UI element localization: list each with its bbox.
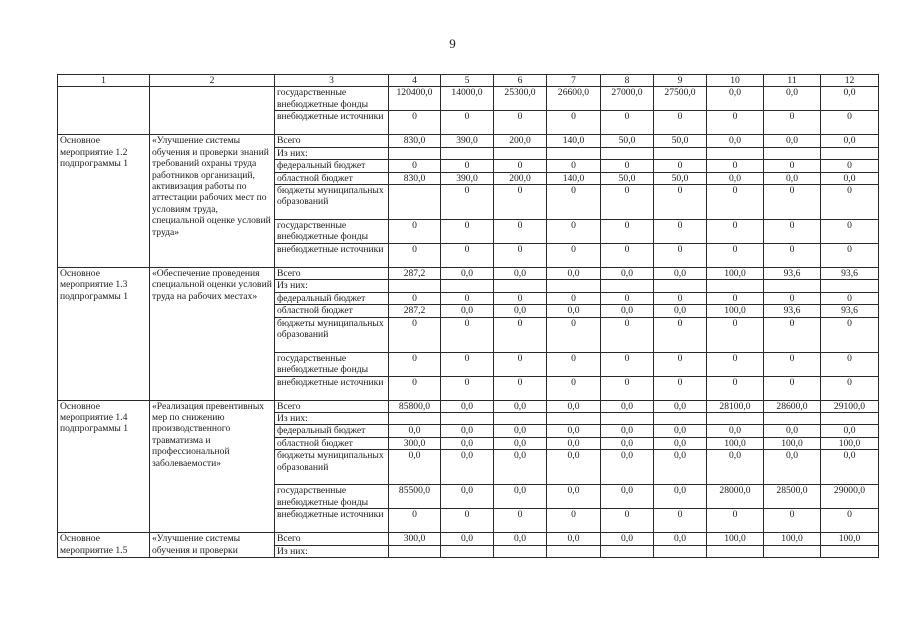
value-cell: 0 xyxy=(764,220,821,244)
value-cell: 0 xyxy=(764,352,821,376)
value-cell: 0,0 xyxy=(764,87,821,111)
value-cell xyxy=(654,545,707,557)
value-cell: 0 xyxy=(494,244,547,268)
value-cell: 0 xyxy=(654,292,707,304)
value-cell: 0 xyxy=(707,509,764,533)
value-cell: 0,0 xyxy=(494,268,547,280)
table-row xyxy=(58,268,879,280)
funding-source-cell: областной бюджет xyxy=(275,437,389,449)
value-cell: 0,0 xyxy=(654,400,707,412)
header-cell: 3 xyxy=(275,75,389,87)
value-cell: 0 xyxy=(707,352,764,376)
value-cell: 0,0 xyxy=(441,268,494,280)
value-cell: 0 xyxy=(389,244,441,268)
value-cell: 27500,0 xyxy=(654,87,707,111)
value-cell: 0,0 xyxy=(441,400,494,412)
table-row xyxy=(58,135,879,147)
value-cell: 0 xyxy=(601,509,654,533)
event-name-cell xyxy=(150,87,275,135)
funding-source-cell: Всего xyxy=(275,533,389,545)
value-cell xyxy=(601,413,654,425)
value-cell: 140,0 xyxy=(547,172,601,184)
funding-source-cell: бюджеты муниципальных образований xyxy=(275,185,389,220)
value-cell: 0 xyxy=(654,185,707,220)
value-cell xyxy=(707,280,764,292)
value-cell: 0 xyxy=(389,111,441,135)
value-cell: 0 xyxy=(707,220,764,244)
value-cell: 0 xyxy=(389,376,441,400)
value-cell: 0,0 xyxy=(547,533,601,545)
value-cell xyxy=(707,413,764,425)
funding-source-cell: внебюджетные источники xyxy=(275,111,389,135)
funding-source-cell: Всего xyxy=(275,400,389,412)
value-cell: 26600,0 xyxy=(547,87,601,111)
funding-source-cell: государственные внебюджетные фонды xyxy=(275,352,389,376)
value-cell: 93,6 xyxy=(821,305,879,317)
value-cell xyxy=(389,413,441,425)
value-cell: 0,0 xyxy=(654,450,707,485)
value-cell: 0,0 xyxy=(547,268,601,280)
value-cell: 0,0 xyxy=(654,425,707,437)
value-cell: 0 xyxy=(494,292,547,304)
value-cell: 0 xyxy=(389,352,441,376)
value-cell: 0,0 xyxy=(494,305,547,317)
value-cell: 0,0 xyxy=(494,437,547,449)
value-cell: 0 xyxy=(821,376,879,400)
value-cell xyxy=(441,280,494,292)
value-cell: 0,0 xyxy=(389,425,441,437)
value-cell: 0,0 xyxy=(601,437,654,449)
funding-source-cell: бюджеты муниципальных образований xyxy=(275,317,389,352)
budget-table-body xyxy=(58,75,879,558)
value-cell: 0,0 xyxy=(821,87,879,111)
value-cell: 0,0 xyxy=(601,485,654,509)
value-cell: 93,6 xyxy=(764,305,821,317)
event-cell xyxy=(58,87,150,135)
value-cell: 0 xyxy=(764,317,821,352)
value-cell: 0,0 xyxy=(494,425,547,437)
value-cell xyxy=(494,147,547,159)
value-cell: 0 xyxy=(601,185,654,220)
value-cell: 0 xyxy=(707,376,764,400)
funding-source-cell: Всего xyxy=(275,135,389,147)
value-cell: 0 xyxy=(821,160,879,172)
value-cell: 0 xyxy=(547,292,601,304)
value-cell xyxy=(764,413,821,425)
value-cell: 85500,0 xyxy=(389,485,441,509)
value-cell: 100,0 xyxy=(707,268,764,280)
value-cell: 0,0 xyxy=(494,533,547,545)
value-cell xyxy=(821,413,879,425)
value-cell: 0 xyxy=(389,292,441,304)
value-cell: 0 xyxy=(441,185,494,220)
value-cell: 0 xyxy=(601,376,654,400)
value-cell: 0 xyxy=(601,292,654,304)
value-cell xyxy=(821,280,879,292)
value-cell: 0,0 xyxy=(764,450,821,485)
value-cell: 0 xyxy=(494,220,547,244)
value-cell: 120400,0 xyxy=(389,87,441,111)
event-name-cell: «Улучшение системы обучения и проверки знаний требований охраны труда работников организаций, активизация работы по аттестации рабочих мест по условиям труда, специальной оценке условий труда» xyxy=(150,135,275,268)
value-cell: 0 xyxy=(601,352,654,376)
value-cell: 0,0 xyxy=(547,437,601,449)
value-cell: 0 xyxy=(707,292,764,304)
value-cell: 0 xyxy=(547,244,601,268)
funding-source-cell: государственные внебюджетные фонды xyxy=(275,485,389,509)
value-cell: 25300,0 xyxy=(494,87,547,111)
value-cell: 0 xyxy=(654,376,707,400)
value-cell: 100,0 xyxy=(764,437,821,449)
value-cell: 0 xyxy=(441,317,494,352)
value-cell: 0 xyxy=(547,317,601,352)
value-cell: 830,0 xyxy=(389,135,441,147)
value-cell: 0,0 xyxy=(441,485,494,509)
value-cell xyxy=(601,545,654,557)
value-cell: 0,0 xyxy=(547,450,601,485)
value-cell xyxy=(494,280,547,292)
value-cell: 0,0 xyxy=(494,450,547,485)
value-cell: 50,0 xyxy=(654,135,707,147)
value-cell: 0,0 xyxy=(441,533,494,545)
value-cell xyxy=(707,545,764,557)
value-cell: 0,0 xyxy=(654,268,707,280)
value-cell: 0 xyxy=(654,220,707,244)
page-number: 9 xyxy=(449,36,456,51)
value-cell: 0,0 xyxy=(441,450,494,485)
value-cell: 200,0 xyxy=(494,172,547,184)
value-cell: 0 xyxy=(764,509,821,533)
value-cell: 0,0 xyxy=(707,450,764,485)
value-cell: 0 xyxy=(389,509,441,533)
header-row xyxy=(58,75,879,87)
value-cell: 0 xyxy=(494,352,547,376)
value-cell: 29000,0 xyxy=(821,485,879,509)
value-cell: 0 xyxy=(764,185,821,220)
value-cell: 0 xyxy=(707,244,764,268)
value-cell xyxy=(707,147,764,159)
value-cell: 0,0 xyxy=(601,268,654,280)
table-row xyxy=(58,400,879,412)
value-cell: 200,0 xyxy=(494,135,547,147)
value-cell: 50,0 xyxy=(601,172,654,184)
value-cell: 0 xyxy=(821,292,879,304)
value-cell: 0,0 xyxy=(494,485,547,509)
value-cell: 0 xyxy=(601,160,654,172)
value-cell: 0,0 xyxy=(654,533,707,545)
funding-source-cell: федеральный бюджет xyxy=(275,160,389,172)
value-cell xyxy=(654,147,707,159)
value-cell: 0,0 xyxy=(821,172,879,184)
value-cell xyxy=(494,413,547,425)
value-cell xyxy=(441,147,494,159)
event-name-cell: «Улучшение системы обучения и проверки xyxy=(150,533,275,558)
value-cell: 0,0 xyxy=(821,425,879,437)
value-cell: 0 xyxy=(441,160,494,172)
value-cell: 0 xyxy=(707,160,764,172)
value-cell: 390,0 xyxy=(441,172,494,184)
event-name-cell: «Реализация превентивных мер по снижению производственного травматизма и профессиональной заболеваемости» xyxy=(150,400,275,533)
funding-source-cell: федеральный бюджет xyxy=(275,292,389,304)
value-cell: 100,0 xyxy=(707,437,764,449)
value-cell: 0 xyxy=(494,376,547,400)
value-cell: 0 xyxy=(547,352,601,376)
value-cell: 0,0 xyxy=(601,305,654,317)
value-cell: 0 xyxy=(389,317,441,352)
value-cell: 100,0 xyxy=(821,437,879,449)
funding-source-cell: Из них: xyxy=(275,147,389,159)
event-name-cell: «Обеспечение проведения специальной оценки условий труда на рабочих местах» xyxy=(150,268,275,401)
value-cell xyxy=(547,280,601,292)
value-cell xyxy=(821,545,879,557)
value-cell: 27000,0 xyxy=(601,87,654,111)
value-cell: 0,0 xyxy=(441,425,494,437)
value-cell: 300,0 xyxy=(389,437,441,449)
value-cell: 100,0 xyxy=(707,305,764,317)
table-row xyxy=(58,87,879,111)
value-cell: 0 xyxy=(494,185,547,220)
value-cell: 28000,0 xyxy=(707,485,764,509)
value-cell: 0,0 xyxy=(601,425,654,437)
value-cell: 0,0 xyxy=(389,450,441,485)
value-cell: 0 xyxy=(821,509,879,533)
value-cell xyxy=(601,280,654,292)
value-cell: 0 xyxy=(601,220,654,244)
value-cell: 0 xyxy=(821,111,879,135)
funding-source-cell: государственные внебюджетные фонды xyxy=(275,87,389,111)
value-cell: 0 xyxy=(764,160,821,172)
value-cell: 390,0 xyxy=(441,135,494,147)
value-cell: 85800,0 xyxy=(389,400,441,412)
header-cell: 12 xyxy=(821,75,879,87)
funding-source-cell: областной бюджет xyxy=(275,305,389,317)
value-cell: 0,0 xyxy=(821,450,879,485)
value-cell: 0,0 xyxy=(441,305,494,317)
funding-source-cell: Из них: xyxy=(275,545,389,557)
value-cell: 0 xyxy=(389,160,441,172)
value-cell: 0,0 xyxy=(601,400,654,412)
header-cell: 10 xyxy=(707,75,764,87)
value-cell: 100,0 xyxy=(707,533,764,545)
value-cell xyxy=(654,280,707,292)
header-cell: 11 xyxy=(764,75,821,87)
value-cell: 0 xyxy=(601,111,654,135)
event-cell: Основное мероприятие 1.4 подпрограммы 1 xyxy=(58,400,150,533)
header-cell: 8 xyxy=(601,75,654,87)
budget-table xyxy=(57,74,879,558)
value-cell: 0 xyxy=(441,292,494,304)
value-cell: 0 xyxy=(654,111,707,135)
value-cell: 0,0 xyxy=(547,305,601,317)
value-cell: 0 xyxy=(601,317,654,352)
value-cell: 0,0 xyxy=(601,450,654,485)
value-cell: 0 xyxy=(764,292,821,304)
funding-source-cell: внебюджетные источники xyxy=(275,244,389,268)
header-cell: 6 xyxy=(494,75,547,87)
value-cell: 28500,0 xyxy=(764,485,821,509)
value-cell: 0,0 xyxy=(494,400,547,412)
header-cell: 5 xyxy=(441,75,494,87)
value-cell: 93,6 xyxy=(764,268,821,280)
value-cell: 100,0 xyxy=(821,533,879,545)
value-cell: 0 xyxy=(441,376,494,400)
value-cell: 100,0 xyxy=(764,533,821,545)
value-cell xyxy=(547,413,601,425)
value-cell: 93,6 xyxy=(821,268,879,280)
value-cell: 0 xyxy=(654,317,707,352)
value-cell: 0,0 xyxy=(654,437,707,449)
funding-source-cell: Из них: xyxy=(275,280,389,292)
value-cell xyxy=(547,147,601,159)
header-cell: 7 xyxy=(547,75,601,87)
value-cell: 0 xyxy=(441,352,494,376)
value-cell: 0 xyxy=(654,244,707,268)
funding-source-cell: областной бюджет xyxy=(275,172,389,184)
value-cell: 0,0 xyxy=(707,172,764,184)
value-cell: 28600,0 xyxy=(764,400,821,412)
value-cell: 0,0 xyxy=(547,485,601,509)
funding-source-cell: Из них: xyxy=(275,413,389,425)
value-cell: 0 xyxy=(764,244,821,268)
value-cell: 0 xyxy=(547,220,601,244)
value-cell: 0 xyxy=(547,160,601,172)
value-cell: 0 xyxy=(494,509,547,533)
value-cell: 0,0 xyxy=(654,305,707,317)
value-cell: 0,0 xyxy=(547,425,601,437)
value-cell: 0 xyxy=(764,111,821,135)
funding-source-cell: государственные внебюджетные фонды xyxy=(275,220,389,244)
header-cell: 1 xyxy=(58,75,150,87)
value-cell: 50,0 xyxy=(601,135,654,147)
value-cell: 0 xyxy=(821,185,879,220)
value-cell xyxy=(764,280,821,292)
value-cell xyxy=(601,147,654,159)
value-cell: 0 xyxy=(654,160,707,172)
value-cell: 28100,0 xyxy=(707,400,764,412)
value-cell xyxy=(764,545,821,557)
value-cell: 0 xyxy=(601,244,654,268)
value-cell: 0,0 xyxy=(707,425,764,437)
value-cell: 0 xyxy=(654,509,707,533)
event-cell: Основное мероприятие 1.2 подпрограммы 1 xyxy=(58,135,150,268)
value-cell: 14000,0 xyxy=(441,87,494,111)
value-cell xyxy=(547,545,601,557)
value-cell: 0 xyxy=(547,509,601,533)
value-cell: 0 xyxy=(441,111,494,135)
value-cell: 50,0 xyxy=(654,172,707,184)
value-cell: 0,0 xyxy=(764,135,821,147)
funding-source-cell: Всего xyxy=(275,268,389,280)
table-row xyxy=(58,533,879,545)
value-cell xyxy=(821,147,879,159)
value-cell: 0,0 xyxy=(547,400,601,412)
value-cell: 0 xyxy=(707,111,764,135)
value-cell: 0,0 xyxy=(764,172,821,184)
event-cell: Основное мероприятие 1.3 подпрограммы 1 xyxy=(58,268,150,401)
header-cell: 2 xyxy=(150,75,275,87)
value-cell: 0 xyxy=(821,220,879,244)
value-cell: 29100,0 xyxy=(821,400,879,412)
value-cell: 0 xyxy=(547,185,601,220)
funding-source-cell: внебюджетные источники xyxy=(275,376,389,400)
event-cell: Основное мероприятие 1.5 xyxy=(58,533,150,558)
value-cell: 0,0 xyxy=(654,485,707,509)
value-cell: 0 xyxy=(654,352,707,376)
header-cell: 9 xyxy=(654,75,707,87)
value-cell: 0 xyxy=(441,509,494,533)
funding-source-cell: внебюджетные источники xyxy=(275,509,389,533)
value-cell: 0 xyxy=(821,244,879,268)
value-cell: 0 xyxy=(494,111,547,135)
value-cell: 140,0 xyxy=(547,135,601,147)
value-cell: 0,0 xyxy=(707,87,764,111)
value-cell: 0,0 xyxy=(707,135,764,147)
value-cell xyxy=(389,280,441,292)
funding-source-cell: федеральный бюджет xyxy=(275,425,389,437)
value-cell: 287,2 xyxy=(389,268,441,280)
value-cell: 0 xyxy=(494,160,547,172)
value-cell: 0 xyxy=(494,317,547,352)
value-cell: 0 xyxy=(547,111,601,135)
value-cell: 0 xyxy=(389,220,441,244)
value-cell xyxy=(389,147,441,159)
value-cell xyxy=(441,545,494,557)
value-cell: 0 xyxy=(821,352,879,376)
value-cell: 0,0 xyxy=(821,135,879,147)
value-cell xyxy=(494,545,547,557)
value-cell: 0 xyxy=(441,220,494,244)
header-cell: 4 xyxy=(389,75,441,87)
value-cell: 300,0 xyxy=(389,533,441,545)
value-cell xyxy=(389,545,441,557)
value-cell: 0,0 xyxy=(601,533,654,545)
value-cell: 0 xyxy=(707,185,764,220)
value-cell: 0 xyxy=(821,317,879,352)
funding-source-cell: бюджеты муниципальных образований xyxy=(275,450,389,485)
value-cell: 0 xyxy=(441,244,494,268)
value-cell: 0,0 xyxy=(764,425,821,437)
value-cell xyxy=(441,413,494,425)
value-cell: 0 xyxy=(764,376,821,400)
value-cell: 0,0 xyxy=(441,437,494,449)
value-cell: 0 xyxy=(547,376,601,400)
value-cell xyxy=(389,185,441,220)
value-cell: 0 xyxy=(707,317,764,352)
value-cell xyxy=(654,413,707,425)
value-cell: 287,2 xyxy=(389,305,441,317)
value-cell xyxy=(764,147,821,159)
value-cell: 830,0 xyxy=(389,172,441,184)
